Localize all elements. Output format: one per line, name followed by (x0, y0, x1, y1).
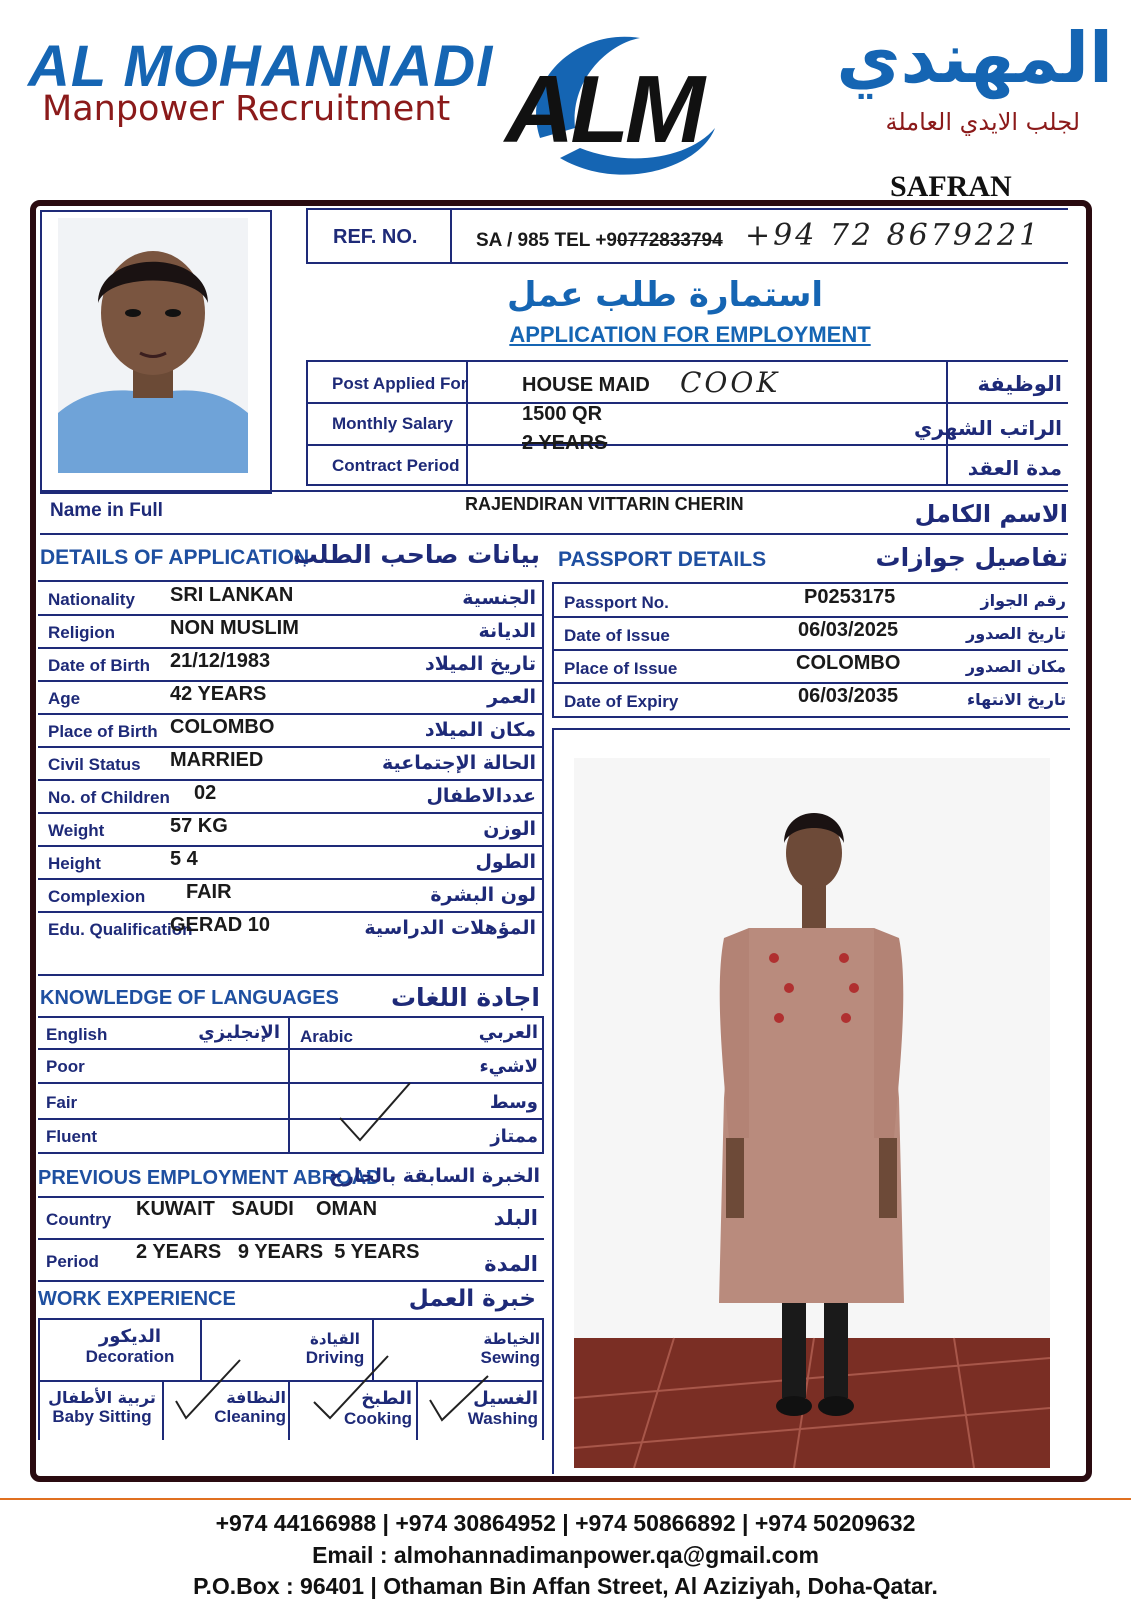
detail-label-ar: الحالة الإجتماعية (382, 752, 536, 774)
prev-period-ar: المدة (484, 1252, 538, 1276)
detail-value: NON MUSLIM (170, 617, 299, 639)
full-name-label: Name in Full (50, 500, 163, 521)
lang-level-fair: Fair (46, 1093, 78, 1112)
lang-level-poor-ar: لاشيء (479, 1056, 538, 1077)
detail-label-ar: الجنسية (462, 587, 536, 609)
washing-checkmark-icon (428, 1372, 498, 1424)
languages-title: KNOWLEDGE OF LANGUAGES (40, 987, 339, 1009)
passport-label-ar: تاريخ الانتهاء (966, 690, 1066, 709)
work-baby-sitting: تربية الأطفال Baby Sitting (48, 1388, 156, 1426)
detail-label: Complexion (48, 887, 146, 906)
prev-countries: KUWAIT SAUDI OMAN (136, 1198, 378, 1220)
detail-label-ar: الديانة (478, 620, 536, 642)
company-subtitle-ar: لجلب الايدي العاملة (885, 108, 1080, 136)
prev-period-label: Period (46, 1252, 99, 1271)
passport-value: COLOMBO (796, 652, 901, 674)
detail-label: Date of Birth (48, 656, 150, 675)
prev-country-ar: البلد (493, 1206, 538, 1230)
detail-label: Age (48, 689, 81, 708)
alm-logo: ALM (505, 56, 701, 163)
passport-value: P0253175 (804, 586, 896, 608)
detail-value: 21/12/1983 (170, 650, 271, 672)
monthly-salary-value: 1500 QR (522, 403, 603, 425)
passport-label: Date of Expiry (564, 692, 679, 711)
detail-label-ar: مكان الميلاد (424, 719, 536, 741)
detail-value: SRI LANKAN (170, 584, 294, 606)
passport-title: PASSPORT DETAILS (558, 548, 767, 571)
detail-label-ar: عددالاطفال (426, 785, 536, 807)
detail-value: 5 4 (170, 848, 198, 870)
passport-label-ar: مكان الصدور (965, 657, 1066, 676)
lang-english-ar: الإنجليزي (198, 1022, 280, 1043)
detail-value: 42 YEARS (170, 683, 267, 705)
footer-phones: +974 44166988 | +974 30864952 | +974 50866892 | +974 50209632 (215, 1510, 916, 1536)
lang-arabic-label: Arabic (300, 1027, 353, 1046)
detail-value: 02 (194, 782, 217, 804)
detail-label: Religion (48, 623, 116, 642)
passport-value: 06/03/2035 (798, 685, 899, 707)
passport-value: 06/03/2025 (798, 619, 899, 641)
passport-label: Passport No. (564, 593, 669, 612)
form-title-en: APPLICATION FOR EMPLOYMENT (509, 322, 871, 347)
detail-label: Civil Status (48, 755, 141, 774)
checkmark-icon (335, 1078, 415, 1148)
passport-label: Date of Issue (564, 626, 670, 645)
monthly-salary-label: Monthly Salary (332, 414, 453, 433)
detail-label-ar: المؤهلات الدراسية (364, 917, 536, 939)
work-decoration: الديكور Decoration (85, 1326, 175, 1366)
ref-label: REF. NO. (333, 226, 418, 248)
passport-photo (58, 218, 248, 473)
company-name-en: AL MOHANNADI (28, 34, 494, 99)
ref-value: SA / 985 TEL +90772833794 (476, 230, 723, 251)
work-sewing: الخياطة Sewing (480, 1330, 540, 1367)
lang-level-fluent: Fluent (46, 1127, 97, 1146)
contract-period-label: Contract Period (332, 456, 460, 475)
prev-country-label: Country (46, 1210, 112, 1229)
post-applied-value: HOUSE MAID (522, 374, 650, 396)
prev-periods: 2 YEARS 9 YEARS 5 YEARS (136, 1241, 420, 1263)
cooking-checkmark-icon (312, 1352, 392, 1422)
ref-handwritten-phone: +94 72 8679221 (745, 218, 1042, 253)
detail-label-ar: الطول (475, 851, 536, 873)
previous-title-ar: الخبرة السابقة بالخارج (329, 1165, 540, 1187)
detail-label: Nationality (48, 590, 135, 609)
details-title-ar: بيانات صاحب الطلب (292, 540, 540, 569)
passport-label-ar: تاريخ الصدور (966, 624, 1066, 643)
detail-value: FAIR (186, 881, 232, 903)
lang-arabic-ar: العربي (478, 1022, 538, 1043)
footer-divider (0, 1498, 1131, 1500)
footer-address: P.O.Box : 96401 | Othaman Bin Affan Street, Al Aziziyah, Doha-Qatar. (193, 1573, 938, 1599)
passport-title-ar: تفاصيل جوازات (875, 543, 1068, 572)
detail-value: COLOMBO (170, 716, 275, 738)
form-title-ar: استمارة طلب عمل (506, 275, 824, 315)
passport-label: Place of Issue (564, 659, 678, 678)
detail-label-ar: لون البشرة (430, 884, 536, 906)
detail-label-ar: الوزن (483, 818, 536, 840)
footer-email: Email : almohannadimanpower.qa@gmail.com (312, 1542, 819, 1568)
work-driving: القيادة Driving (305, 1330, 365, 1367)
detail-label: Height (48, 854, 101, 873)
details-title: DETAILS OF APPLICATION (40, 546, 310, 569)
monthly-salary-ar: الراتب الشهري (914, 416, 1062, 440)
full-name-value: RAJENDIRAN VITTARIN CHERIN (465, 494, 744, 514)
lang-level-poor: Poor (46, 1057, 85, 1076)
detail-label: Place of Birth (48, 722, 158, 741)
lang-level-fair-ar: وسط (489, 1092, 538, 1113)
detail-label: Edu. Qualification (48, 920, 193, 939)
detail-value: GERAD 10 (170, 914, 271, 936)
work-washing: الغسيل Washing (467, 1388, 538, 1428)
agency-name: SAFRAN (890, 170, 1012, 203)
full-name-ar: الاسم الكامل (914, 500, 1068, 528)
detail-label: No. of Children (48, 788, 170, 807)
lang-level-fluent-ar: ممتاز (490, 1126, 538, 1147)
detail-value: 57 KG (170, 815, 228, 837)
detail-value: MARRIED (170, 749, 264, 771)
previous-title: PREVIOUS EMPLOYMENT ABROAD (38, 1167, 381, 1189)
detail-label-ar: تاريخ الميلاد (425, 653, 536, 675)
languages-title-ar: اجادة اللغات (390, 983, 540, 1012)
detail-label: Weight (48, 821, 105, 840)
post-applied-handwritten: COOK (680, 366, 781, 399)
post-applied-label: Post Applied For (332, 374, 468, 393)
work-cleaning: النظافة Cleaning (214, 1388, 286, 1426)
cleaning-checkmark-icon (174, 1356, 244, 1422)
detail-label-ar: العمر (487, 686, 536, 708)
work-title-ar: خبرة العمل (408, 1286, 536, 1312)
contract-period-value: 2 YEARS (522, 432, 608, 454)
company-subtitle-en: Manpower Recruitment (42, 89, 451, 129)
passport-label-ar: رقم الجواز (980, 591, 1066, 610)
full-body-photo (574, 758, 1050, 1468)
work-cooking: الطبخ Cooking (344, 1388, 412, 1428)
post-applied-ar: الوظيفة (977, 372, 1062, 396)
work-title: WORK EXPERIENCE (38, 1288, 236, 1310)
lang-english-label: English (46, 1025, 108, 1044)
company-name-ar: المهندي (836, 17, 1113, 99)
contract-period-ar: مدة العقد (967, 456, 1062, 480)
